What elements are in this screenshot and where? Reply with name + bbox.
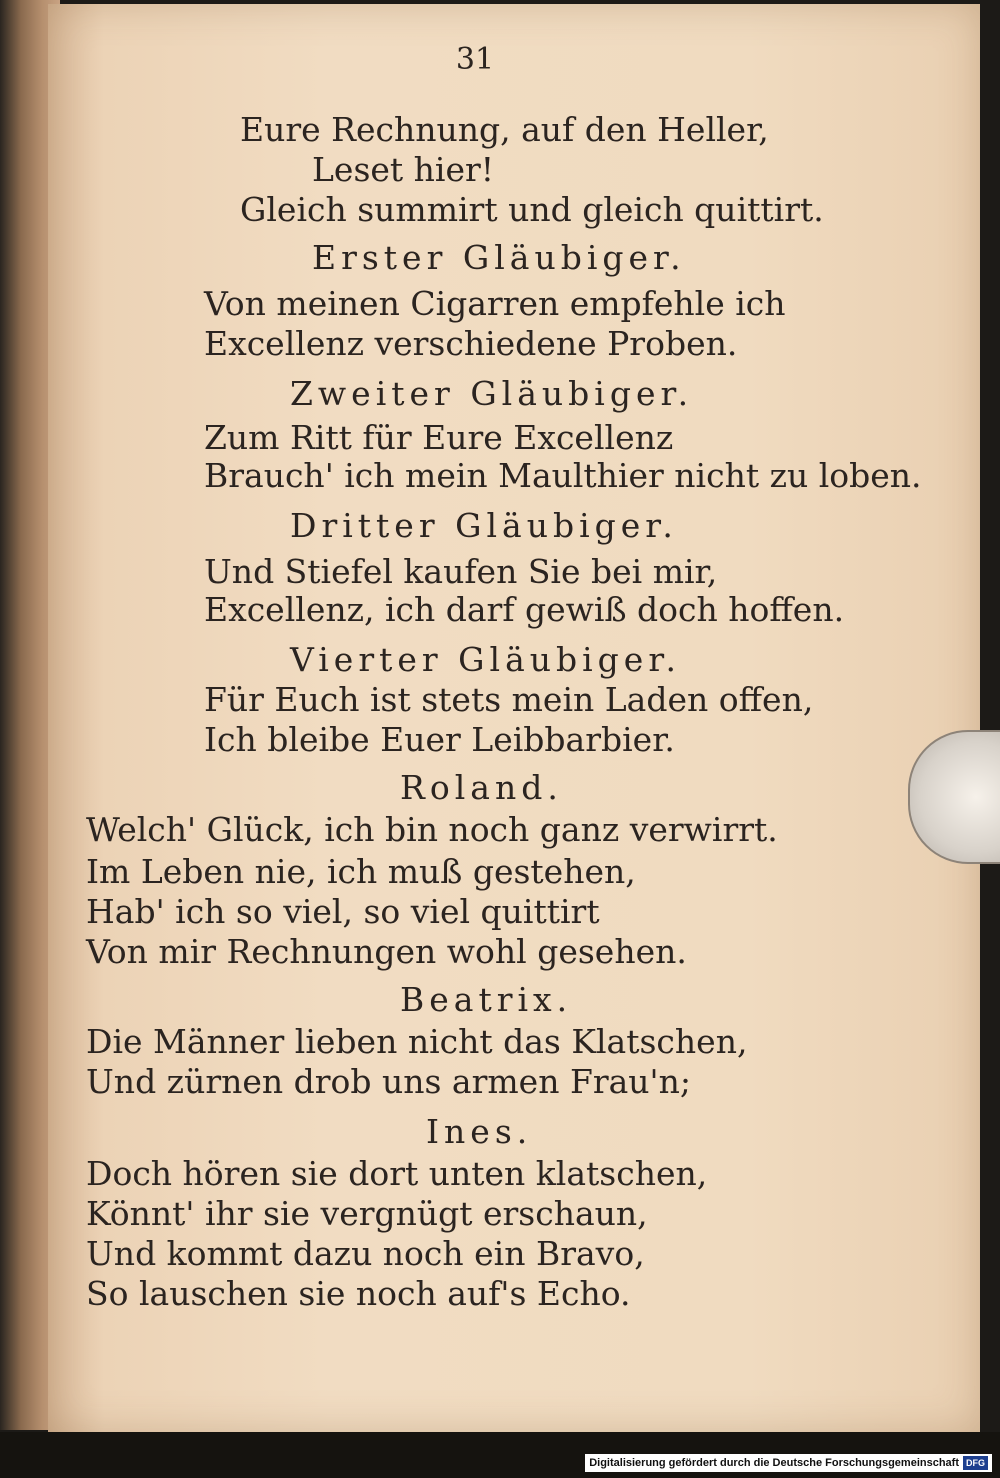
verse-line: Die Männer lieben nicht das Klatschen,	[86, 1022, 748, 1061]
verse-line: Und kommt dazu noch ein Bravo,	[86, 1234, 645, 1273]
digitization-credit	[585, 1454, 992, 1472]
verse-line: Könnt' ihr sie vergnügt erschaun,	[86, 1194, 648, 1233]
verse-line: Excellenz, ich darf gewiß doch hoffen.	[204, 590, 845, 629]
page-number: 31	[455, 42, 495, 77]
verse-line: Eure Rechnung, auf den Heller,	[240, 110, 769, 149]
speaker-name: Erster Gläubiger.	[312, 238, 686, 277]
verse-line: Ich bleibe Euer Leibbarbier.	[204, 720, 675, 759]
verse-line: Im Leben nie, ich muß gestehen,	[86, 852, 636, 891]
bleed-through-text	[838, 114, 1000, 314]
verse-line: Excellenz verschiedene Proben.	[204, 324, 738, 363]
verse-line: Doch hören sie dort unten klatschen,	[86, 1154, 708, 1193]
verse-line: Brauch' ich mein Maulthier nicht zu loben.	[204, 456, 922, 495]
speaker-name: Ines.	[426, 1112, 533, 1151]
verse-line: Gleich summirt und gleich quittirt.	[240, 190, 824, 229]
verse-line: Zum Ritt für Eure Excellenz	[204, 418, 674, 457]
credit-text: Digitalisierung gefördert durch die Deutsche Forschungsgemeinschaft	[589, 1457, 959, 1469]
speaker-name: Zweiter Gläubiger.	[290, 374, 694, 413]
verse-line: Welch' Glück, ich bin noch ganz verwirrt.	[86, 810, 778, 849]
speaker-name: Vierter Gläubiger.	[290, 640, 681, 679]
dfg-logo: DFG	[963, 1456, 988, 1470]
verse-line: Und Stiefel kaufen Sie bei mir,	[204, 552, 718, 591]
verse-line: Und zürnen drob uns armen Frau'n;	[86, 1062, 691, 1101]
speaker-name: Dritter Gläubiger.	[290, 506, 678, 545]
verse-line: So lauschen sie noch auf's Echo.	[86, 1274, 631, 1313]
verse-line: Für Euch ist stets mein Laden offen,	[204, 680, 814, 719]
speaker-name: Roland.	[400, 768, 563, 807]
speaker-name: Beatrix.	[400, 980, 573, 1019]
verse-line: Leset hier!	[312, 150, 495, 189]
verse-line: Von meinen Cigarren empfehle ich	[204, 284, 786, 323]
verse-line: Hab' ich so viel, so viel quittirt	[86, 892, 600, 931]
verse-line: Von mir Rechnungen wohl gesehen.	[86, 932, 687, 971]
